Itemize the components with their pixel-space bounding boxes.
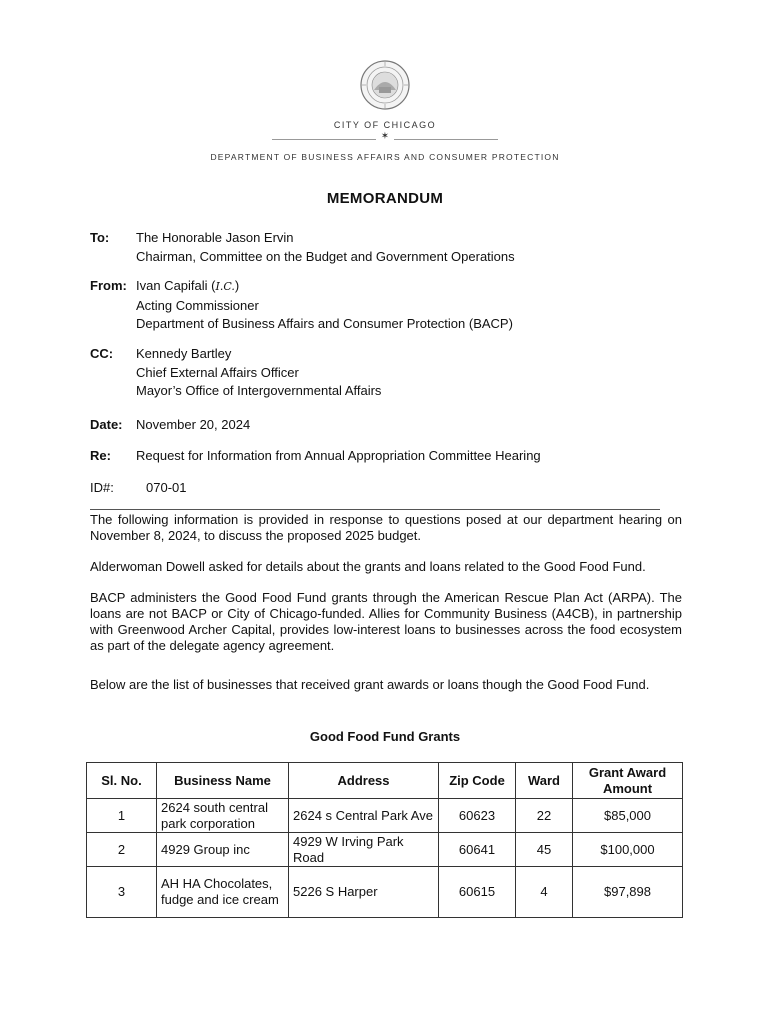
header-ward: Ward	[516, 763, 573, 799]
letterhead-city: CITY OF CHICAGO	[333, 120, 437, 130]
re-value: Request for Information from Annual Appropriation Committee Hearing	[136, 448, 541, 463]
cell-zip-code: 60641	[439, 833, 516, 867]
star-icon: ✶	[380, 131, 390, 142]
to-label: To:	[90, 230, 110, 245]
table-row	[87, 867, 683, 918]
cell-grant-amount: $85,000	[573, 799, 683, 833]
cell-zip-code: 60615	[439, 867, 516, 918]
grants-table	[86, 762, 683, 918]
from-label: From:	[90, 278, 127, 293]
table-title: Good Food Fund Grants	[309, 729, 461, 744]
body-paragraph: BACP administers the Good Food Fund grants through the American Rescue Plan Act (ARPA). The loans are not BACP or City of Chicago-funded. Allies for Community Business (A4CB), in partnership with Greenwood Archer Capital, provides low-interest loans to businesses across the food ecosystem as part of the delegate agency agreement.	[90, 590, 682, 653]
cell-address: 4929 W Irving Park Road	[289, 833, 439, 867]
from-line: Department of Business Affairs and Consumer Protection (BACP)	[136, 316, 513, 331]
id-label: ID#:	[90, 480, 114, 495]
from-close: )	[234, 278, 240, 293]
header-separator	[90, 509, 660, 510]
cell-sl-no: 1	[87, 799, 157, 833]
to-line: Chairman, Committee on the Budget and Government Operations	[136, 248, 515, 264]
letterhead-divider	[272, 131, 498, 144]
date-label: Date:	[90, 417, 123, 432]
cc-line: Chief External Affairs Officer	[136, 364, 299, 380]
cell-business-name: AH HA Chocolates, fudge and ice cream	[157, 867, 289, 918]
cc-line: Mayor’s Office of Intergovernmental Affairs	[136, 383, 382, 398]
header-sl-no: Sl. No.	[87, 763, 157, 799]
header-address: Address	[289, 763, 439, 799]
table-header-row	[87, 763, 683, 799]
body-paragraph: The following information is provided in response to questions posed at our department hearing on November 8, 2024, to discuss the proposed 2025 budget.	[90, 512, 682, 543]
body-paragraph: Alderwoman Dowell asked for details about the grants and loans related to the Good Food Fund.	[90, 559, 646, 574]
memo-title: MEMORANDUM	[326, 190, 444, 207]
cell-ward: 4	[516, 867, 573, 918]
re-label: Re:	[90, 448, 111, 463]
from-line: Acting Commissioner	[136, 297, 259, 313]
cell-ward: 22	[516, 799, 573, 833]
letterhead-department: DEPARTMENT OF BUSINESS AFFAIRS AND CONSUMER PROTECTION	[210, 152, 560, 162]
from-initials: I.C.	[215, 280, 235, 293]
cc-label: CC:	[90, 346, 114, 361]
cell-sl-no: 3	[87, 867, 157, 918]
id-value: 070-01	[146, 480, 187, 495]
cell-address: 2624 s Central Park Ave	[289, 799, 439, 833]
cell-ward: 45	[516, 833, 573, 867]
cell-business-name: 2624 south central park corporation	[157, 799, 289, 833]
cell-sl-no: 2	[87, 833, 157, 867]
cell-business-name: 4929 Group inc	[157, 833, 289, 867]
date-value: November 20, 2024	[136, 417, 251, 432]
header-zip-code: Zip Code	[439, 763, 516, 799]
cell-grant-amount: $100,000	[573, 833, 683, 867]
cell-zip-code: 60623	[439, 799, 516, 833]
to-line: The Honorable Jason Ervin	[136, 230, 294, 245]
city-seal-icon	[360, 60, 410, 110]
cell-grant-amount: $97,898	[573, 867, 683, 918]
from-name: Ivan Capifali (	[136, 278, 216, 293]
header-business-name: Business Name	[157, 763, 289, 799]
body-paragraph: Below are the list of businesses that received grant awards or loans though the Good Food Fund.	[90, 677, 650, 692]
table-row	[87, 833, 683, 867]
cell-address: 5226 S Harper	[289, 867, 439, 918]
table-row	[87, 799, 683, 833]
header-grant-amount: Grant Award Amount	[573, 763, 683, 799]
cc-line: Kennedy Bartley	[136, 346, 232, 361]
